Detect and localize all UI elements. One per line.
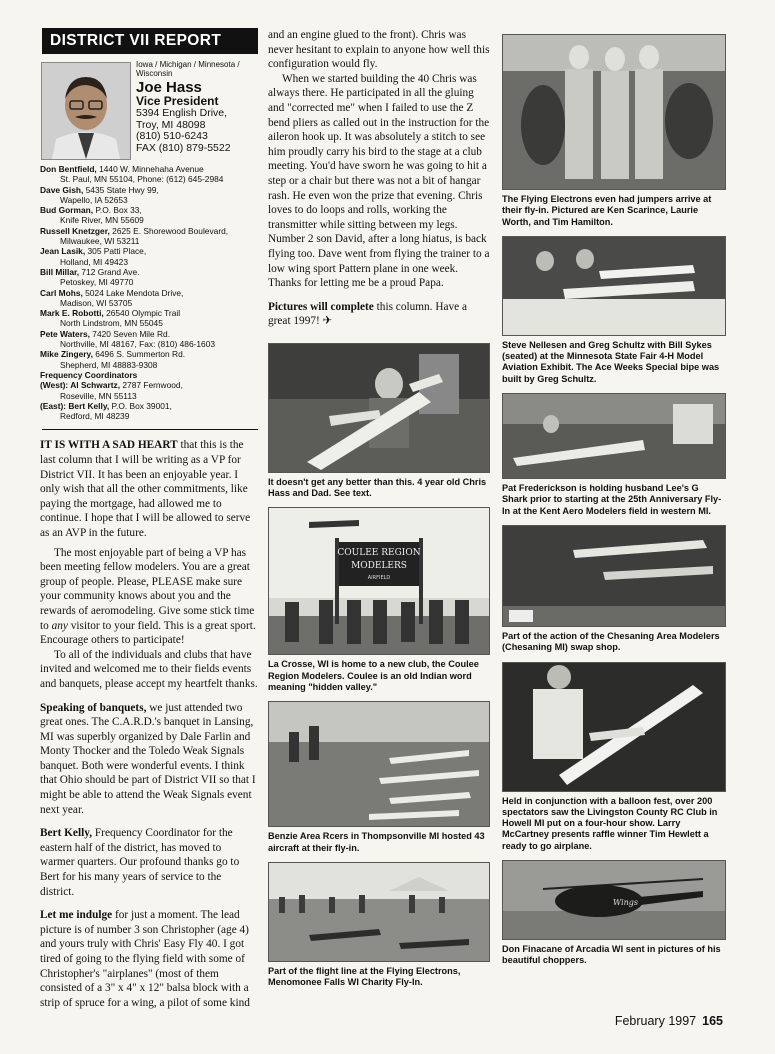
column-right [502, 28, 726, 967]
page-footer [615, 1014, 723, 1028]
caption: Don Finacane of Arcadia WI sent in pictures of his beautiful choppers. [502, 944, 721, 966]
caption: La Crosse, WI is home to a new club, the Coulee Region Modelers. Coulee is an old Indian word meaning "hidden valley." [268, 659, 479, 693]
issue-date: February 1997 [614, 1014, 697, 1028]
frequency-coordinators-heading: Frequency Coordinators [40, 369, 138, 380]
section-banner: DISTRICT VII REPORT [42, 28, 258, 54]
director-entry: (West): Al Schwartz, 2787 Fernwood, Roseville, MN 55113 [40, 380, 183, 401]
paragraph: Bert Kelly, Frequency Coordinator for the eastern half of the district, has moved to warmer quarters. Our profound thanks go to Bert for his many years of service to the district. [40, 827, 240, 898]
caption: Pat Frederickson is holding husband Lee's G Shark prior to starting at the 25th Anniversary Fly-In at the Kent Aero Modelers field in western MI. [502, 483, 722, 516]
column-middle [268, 28, 490, 989]
photo-g-shark [502, 393, 726, 479]
photo-flying-electrons-flight-line [268, 862, 490, 962]
caption: Part of the flight line at the Flying Electrons, Menomonee Falls WI Charity Fly-In. [268, 965, 461, 988]
vp-title: Vice President [136, 94, 219, 108]
director-entry: Mark E. Robotti, 26540 Olympic Trail North Lindstrom, MN 55045 [40, 308, 181, 329]
vp-contact [136, 60, 258, 154]
photo-chris-and-dad [268, 343, 490, 473]
director-entry: Don Bentfield, 1440 W. Minnehaha Avenue St. Paul, MN 55104, Phone: (612) 645-2984 [40, 164, 224, 185]
director-entry: Bud Gorman, P.O. Box 33, Knife River, MN 55609 [40, 205, 144, 226]
sign-line3: AIRFIELD [367, 575, 391, 582]
vp-fax: FAX (810) 879-5522 [136, 141, 231, 154]
paragraph: When we started building the 40 Chris was always there. He participated in all the gluing and "corrected me" when I failed to use the Z bend pliers as called out in the instruction for the aileron hook up. It was absolutely a stitch to see him proudly carry his bird to the stage at a club meeting. You'd have sworn he was going to hit a step or a chair but there was not a bit of hangar rash. He even won the prize that evening. Chris loves to do loops and rolls, working the transmitter while sitting between my legs. Number 2 son David, after a long hiatus, is back flying too. Dave went from flying the trainer to a low wing sport Pattern plane in one week. Thanks for letting me be a proud Papa. [268, 72, 490, 290]
chopper-decal: Wings [613, 898, 639, 908]
director-entry: Mike Zingery, 6496 S. Summerton Rd. Shepherd, MI 48883-9308 [40, 349, 186, 370]
sign-line2: MODELERS [351, 561, 407, 572]
paragraph: and an engine glued to the front). Chris was never hesitant to explain to anyone how well this configuration would fly. [268, 29, 490, 71]
caption: Steve Nellesen and Greg Schultz with Bill Sykes (seated) at the Minnesota State Fair 4-H Model Aviation Exhibit. The Ace Weeks Special bipe was built by Greg Schultz. [502, 339, 720, 384]
caption: Held in conjunction with a balloon fest, over 200 spectators saw the Livingston County RC Club in Howell MI put on a four-hour show. Larry McCartney presents raffle winner Tim Hewlett a ready to go airplane. [502, 795, 718, 851]
director-entry: Jean Lasik, 305 Patti Place, Holland, MI 49423 [40, 246, 147, 267]
paragraph: Let me indulge for just a moment. The lead picture is of number 3 son Christopher (age 4) and yours truly with Chris' Easy Fly 40. I got tired of going to the flying field with some of Christopher's "airplanes" (most of them consisted of a 3" x 4" x 12" balsa block with a strip of spruce for a wing, a pilot of some kind [40, 909, 250, 1009]
vp-name: Joe Hass [136, 79, 202, 96]
photo-jumpers [502, 34, 726, 190]
photo-choppers [502, 860, 726, 940]
sign-line1: COULEE REGION [337, 548, 421, 559]
photo-coulee-region-club [268, 507, 490, 655]
photo-raffle-winner [502, 662, 726, 792]
director-entry: Carl Mohs, 5024 Lake Mendota Drive, Madison, WI 53705 [40, 287, 184, 308]
vp-phone: (810) 510-6243 [136, 130, 208, 142]
photo-swap-shop [502, 525, 726, 627]
director-entry: (East): Bert Kelly, P.O. Box 39001, Redford, MI 48239 [40, 400, 172, 422]
directors-list [40, 164, 258, 421]
photo-state-fair-exhibit [502, 236, 726, 336]
paragraph: IT IS WITH A SAD HEART that this is the last column that I will be writing as a VP for District VII. It has been an enjoyable year. I only wish that all the other commitments, like paying the mortgage, had allowed me to continue. I hope that I will be allowed to serve as an AVP in the future. [40, 439, 251, 539]
page-number: 165 [702, 1014, 723, 1028]
paragraph: To all of the individuals and clubs that have invited and welcomed me to their fields events and banquets, please accept my heartfelt thanks. [40, 648, 258, 690]
director-entry: Bill Millar, 712 Grand Ave. Petoskey, MI 49770 [40, 266, 140, 288]
article-body-col1 [40, 438, 258, 1010]
paragraph: Speaking of banquets, we just attended two great ones. The C.A.R.D.'s banquet in Lansing, MI was superbly organized by Dale Farlin and Monty Thocker and the Toledo Weak Signals banquet. Both were wonderful events. I think that Ohio should be part of District VII so that I might be able to attend the Weak Signals event next year. [40, 701, 256, 816]
column-left [40, 28, 258, 1010]
director-entry: Pete Waters, 7420 Seven Mile Rd. Northville, MI 48167, Fax: (810) 486-1603 [40, 328, 216, 350]
divider [42, 429, 258, 430]
vp-portrait-photo [41, 62, 131, 160]
vp-address-line1: 5394 English Drive, [136, 107, 228, 119]
caption: It doesn't get any better than this. 4 year old Chris Hass and Dad. See text. [268, 476, 487, 499]
vp-address-line2: Troy, MI 48098 [136, 118, 206, 131]
paragraph: Pictures will complete this column. Have a great 1997! ✈ [268, 300, 468, 328]
article-body-col2 [268, 28, 490, 329]
vp-block [40, 60, 258, 162]
director-entry: Russell Knetzger, 2625 E. Shorewood Boulevard, Milwaukee, WI 53211 [40, 225, 229, 247]
vp-states: Iowa / Michigan / Minnesota / Wisconsin [136, 60, 240, 78]
photo-benzie-fly-in [268, 701, 490, 827]
paragraph: The most enjoyable part of being a VP has been meeting fellow modelers. You are a great group of people. Please, PLEASE make sure your community knows about you and the rewards of aeromodeling. Give some stick time to any visitor to your field. This is a great sport. Encourage others to participate! [40, 546, 256, 647]
caption: Benzie Area Rcers in Thompsonville MI hosted 43 aircraft at their fly-in. [268, 831, 485, 853]
caption: Part of the action of the Chesaning Area Modelers (Chesaning MI) swap shop. [502, 630, 720, 653]
caption: The Flying Electrons even had jumpers arrive at their fly-in. Pictured are Ken Scarince, Laurie Worth, and Tim Hamilton. [502, 194, 712, 227]
director-entry: Dave Gish, 5435 State Hwy 99, Wapello, IA 52653 [40, 184, 159, 205]
